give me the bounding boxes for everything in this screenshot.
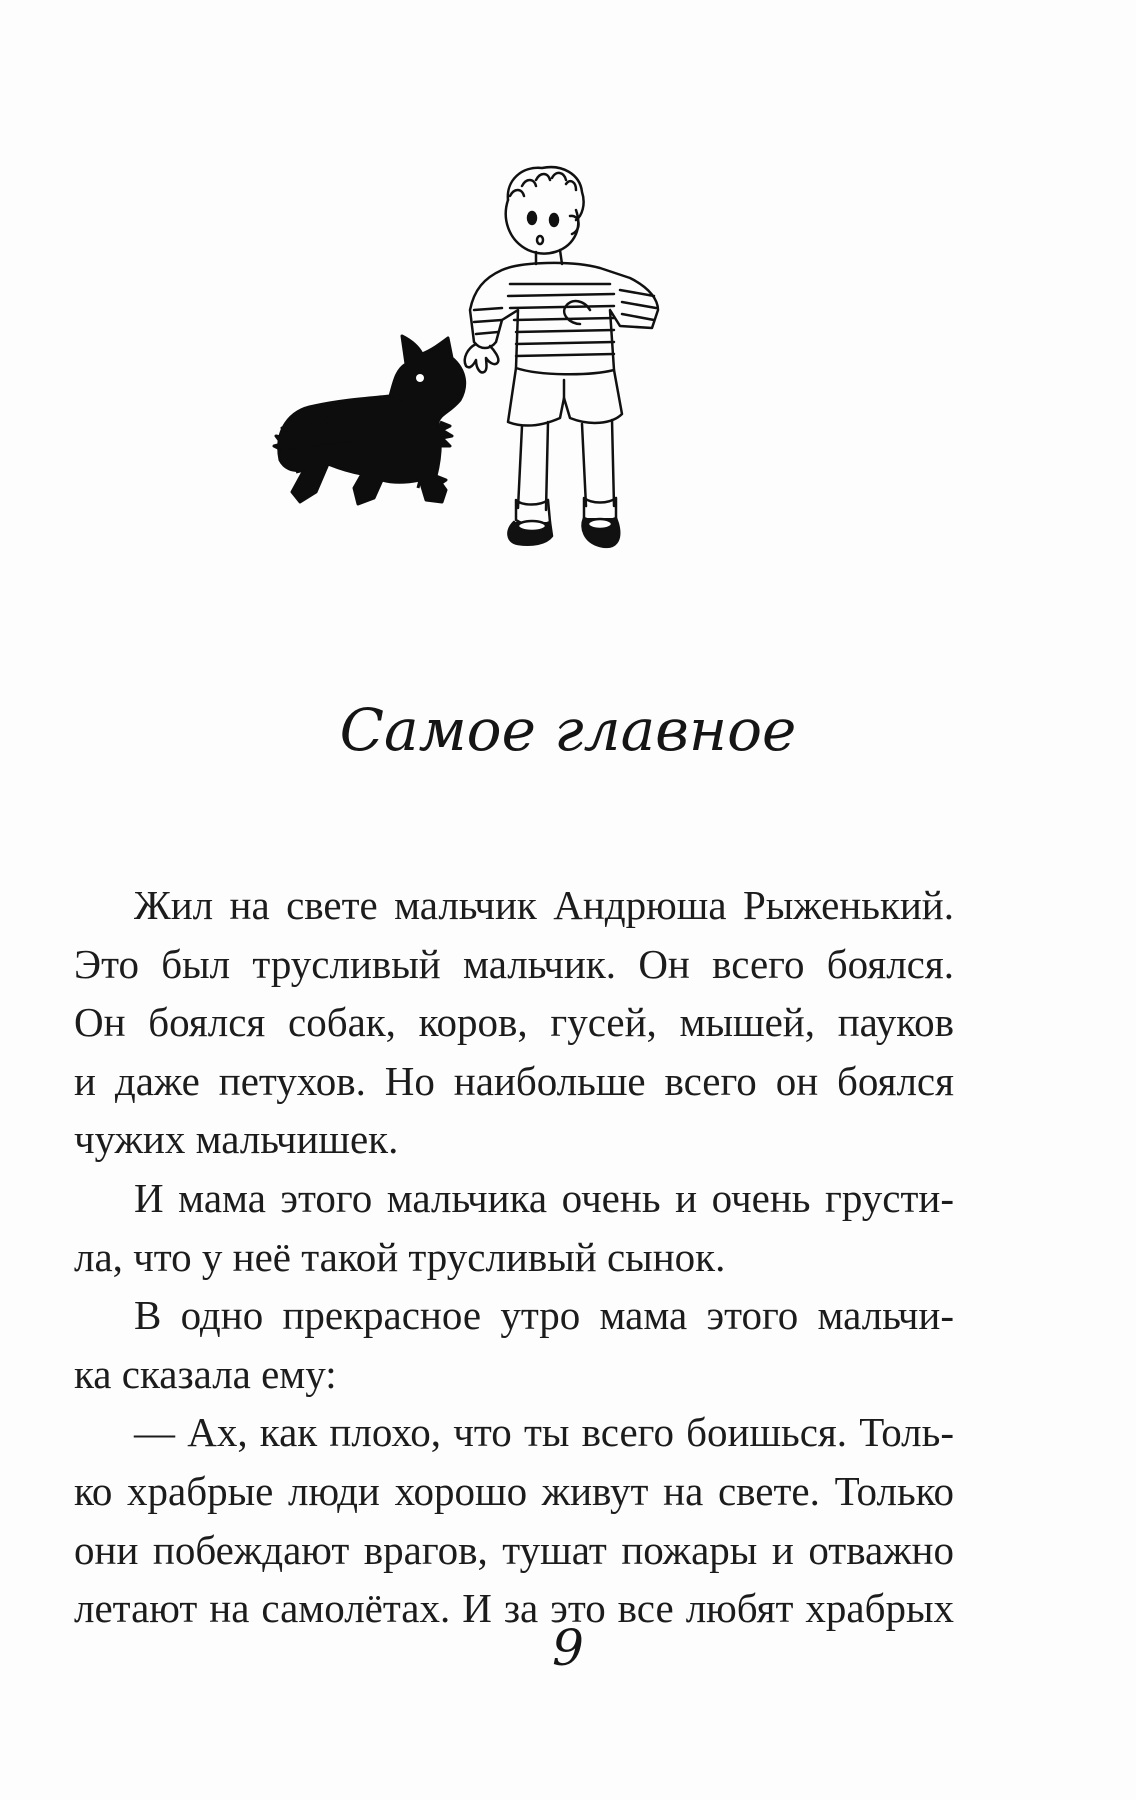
body-text (74, 876, 954, 1638)
text-line: И мама этого мальчика очень и очень грусти- (134, 1174, 954, 1221)
text-line: ка сказала ему: (74, 1350, 337, 1397)
text-line: они побеждают врагов, тушат пожары и отважно (74, 1526, 954, 1573)
boy-figure (465, 167, 658, 547)
text-line: летают на самолётах. И за это все любят храбрых (74, 1585, 954, 1632)
chapter-title: Самое главное (339, 696, 797, 764)
text-line: В одно прекрасное утро мама этого мальчи- (134, 1292, 954, 1339)
text-line: — Ах, как плохо, что ты всего боишься. Толь- (134, 1409, 954, 1456)
text-line: Это был трусливый мальчик. Он всего боялся. (74, 940, 954, 987)
text-line: чужих мальчишек. (74, 1116, 399, 1163)
text-line: и даже петухов. Но наибольше всего он боялся (74, 1057, 954, 1104)
text-line: Он боялся собак, коров, гусей, мышей, пауков (74, 999, 954, 1046)
page-number: 9 (552, 1619, 584, 1677)
text-line: ла, что у неё такой трусливый сынок. (74, 1233, 726, 1280)
text-line: ко храбрые люди хорошо живут на свете. Только (74, 1467, 954, 1514)
dog-figure (274, 336, 465, 504)
illustration (270, 160, 770, 670)
text-line: Жил на свете мальчик Андрюша Рыженький. (134, 882, 954, 928)
